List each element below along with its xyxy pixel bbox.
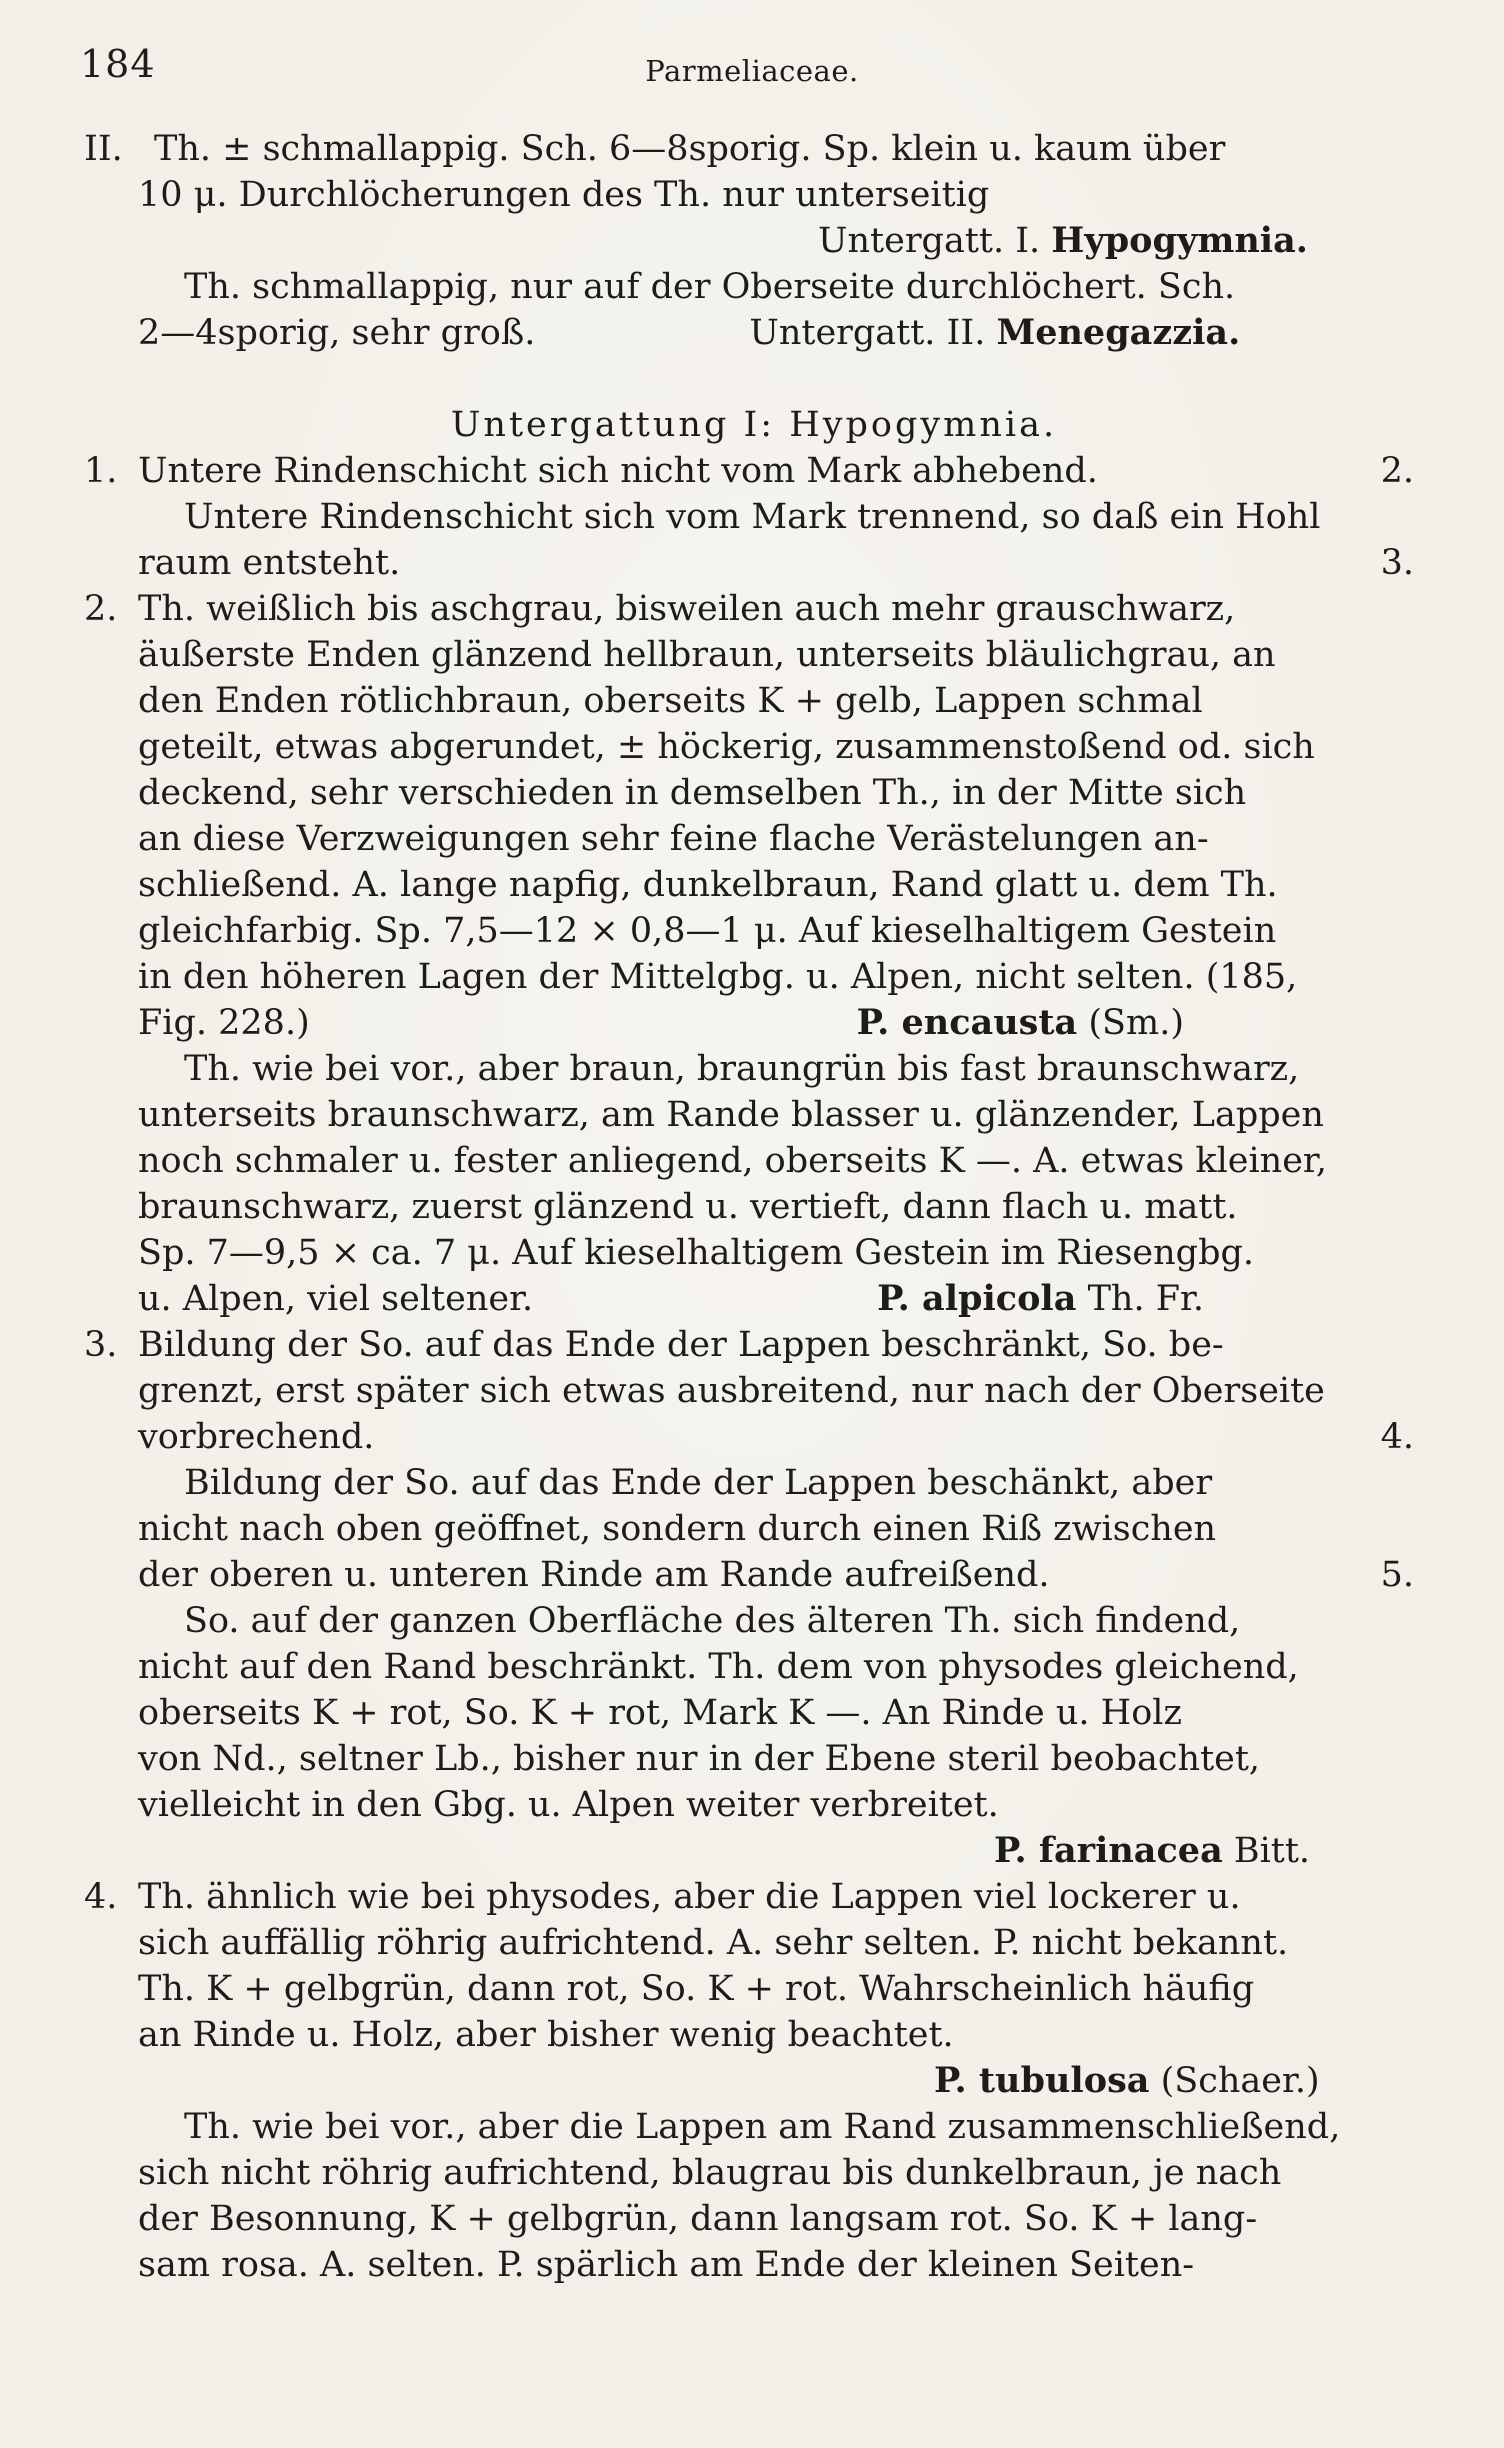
- text-line: [84, 310, 1424, 356]
- text-line: 10 μ. Durchlöcherungen des Th. nur unterseitig: [138, 175, 990, 215]
- taxon-name: P. alpicola: [877, 1278, 1077, 1319]
- line-text: Untergatt. I.: [818, 221, 1041, 261]
- text-line: braunschwarz, zuerst glänzend u. vertieft, dann flach u. matt.: [138, 1187, 1238, 1227]
- text-line: vielleicht in den Gbg. u. Alpen weiter verbreitet.: [138, 1785, 999, 1825]
- key-number: 1.: [84, 451, 118, 491]
- text-line: von Nd., seltner Lb., bisher nur in der Ebene steril beobachtet,: [138, 1739, 1261, 1779]
- author: Th. Fr.: [1087, 1279, 1204, 1319]
- text-line: [84, 218, 1424, 264]
- text-line: schließend. A. lange napfig, dunkelbraun, Rand glatt u. dem Th.: [138, 865, 1278, 905]
- text-line: Th. K + gelbgrün, dann rot, So. K + rot. Wahrscheinlich häufig: [138, 1969, 1255, 2009]
- key-number: 2.: [84, 589, 118, 629]
- author: (Schaer.): [1160, 2061, 1320, 2101]
- line-text: vorbrechend.: [138, 1417, 375, 1457]
- key-number: 4.: [84, 1877, 118, 1917]
- text-line: grenzt, erst später sich etwas ausbreitend, nur nach der Oberseite: [138, 1371, 1325, 1411]
- text-line: oberseits K + rot, So. K + rot, Mark K —. An Rinde u. Holz: [138, 1693, 1182, 1733]
- text-line: sich auffällig röhrig aufrichtend. A. sehr selten. P. nicht bekannt.: [138, 1923, 1289, 1963]
- text-line: gleichfarbig. Sp. 7,5—12 × 0,8—1 μ. Auf kieselhaltigem Gestein: [138, 911, 1277, 951]
- taxon-name: Menegazzia.: [996, 312, 1241, 353]
- line-text: Th. weißlich bis aschgrau, bisweilen auch mehr grauschwarz,: [138, 589, 1236, 629]
- text-line: äußerste Enden glänzend hellbraun, unterseits bläulichgrau, an: [138, 635, 1276, 675]
- text-line: Bildung der So. auf das Ende der Lappen beschänkt, aber: [184, 1463, 1213, 1503]
- page-number: 184: [80, 42, 156, 86]
- text-line: Th. wie bei vor., aber die Lappen am Rand zusammenschließend,: [184, 2107, 1341, 2147]
- page-header: [80, 42, 1424, 102]
- taxon-name: P. farinacea: [994, 1830, 1223, 1871]
- text-line: [84, 1000, 1424, 1046]
- text-line: Sp. 7—9,5 × ca. 7 μ. Auf kieselhaltigem Gestein im Riesengbg.: [138, 1233, 1255, 1273]
- author: Bitt.: [1233, 1831, 1311, 1871]
- author: (Sm.): [1088, 1003, 1184, 1043]
- line-text: der oberen u. unteren Rinde am Rande aufreißend.: [138, 1555, 1050, 1595]
- text-line: [84, 1276, 1424, 1322]
- line-text: Fig. 228.): [138, 1003, 310, 1043]
- text-line: an diese Verzweigungen sehr feine flache Verästelungen an-: [138, 819, 1209, 859]
- key-number: 3.: [84, 1325, 118, 1365]
- line-text: Th. ± schmallappig. Sch. 6—8sporig. Sp. klein u. kaum über: [154, 129, 1226, 169]
- lead-ref: 2.: [1380, 451, 1414, 491]
- line-text: u. Alpen, viel seltener.: [138, 1279, 534, 1319]
- text-line: [84, 540, 1424, 586]
- text-line: den Enden rötlichbraun, oberseits K + gelb, Lappen schmal: [138, 681, 1203, 721]
- text-line: Th. schmallappig, nur auf der Oberseite durchlöchert. Sch.: [184, 267, 1236, 307]
- text-line: unterseits braunschwarz, am Rande blasser u. glänzender, Lappen: [138, 1095, 1324, 1135]
- text-line: nicht nach oben geöffnet, sondern durch einen Riß zwischen: [138, 1509, 1217, 1549]
- taxon-name: Hypogymnia.: [1051, 220, 1308, 261]
- line-text: Th. ähnlich wie bei physodes, aber die Lappen viel lockerer u.: [138, 1877, 1241, 1917]
- text-line: in den höheren Lagen der Mittelgbg. u. Alpen, nicht selten. (185,: [138, 957, 1298, 997]
- key-text: [84, 126, 1424, 2288]
- taxon-name: P. encausta: [856, 1002, 1078, 1043]
- text-line: [84, 1828, 1424, 1874]
- lead-ref: 5.: [1380, 1555, 1414, 1595]
- text-line: nicht auf den Rand beschränkt. Th. dem von physodes gleichend,: [138, 1647, 1299, 1687]
- text-line: sich nicht röhrig aufrichtend, blaugrau bis dunkelbraun, je nach: [138, 2153, 1282, 2193]
- text-line: So. auf der ganzen Oberfläche des älteren Th. sich findend,: [184, 1601, 1241, 1641]
- section-title: Untergattung I: Hypogymnia.: [450, 405, 1058, 445]
- text-line: sam rosa. A. selten. P. spärlich am Ende der kleinen Seiten-: [138, 2245, 1195, 2285]
- text-line: noch schmaler u. fester anliegend, oberseits K —. A. etwas kleiner,: [138, 1141, 1327, 1181]
- line-text: Untere Rindenschicht sich nicht vom Mark abhebend.: [138, 451, 1098, 491]
- key-number: II.: [84, 129, 123, 169]
- text-line: an Rinde u. Holz, aber bisher wenig beachtet.: [138, 2015, 954, 2055]
- running-head: Parmeliaceae.: [645, 54, 859, 88]
- text-line: Untere Rindenschicht sich vom Mark trennend, so daß ein Hohl: [184, 497, 1321, 537]
- taxon-name: P. tubulosa: [934, 2060, 1150, 2101]
- text-line: [84, 1322, 1424, 1368]
- line-text: Bildung der So. auf das Ende der Lappen beschränkt, So. be-: [138, 1325, 1224, 1365]
- text-line: der Besonnung, K + gelbgrün, dann langsam rot. So. K + lang-: [138, 2199, 1258, 2239]
- text-line: [84, 586, 1424, 632]
- text-line: [84, 1874, 1424, 1920]
- text-line: geteilt, etwas abgerundet, ± höckerig, zusammenstoßend od. sich: [138, 727, 1315, 767]
- lead-ref: 3.: [1380, 543, 1414, 583]
- line-text: 2—4sporig, sehr groß.: [138, 313, 536, 353]
- text-line: [84, 1414, 1424, 1460]
- text-line: Th. wie bei vor., aber braun, braungrün bis fast braunschwarz,: [184, 1049, 1300, 1089]
- text-line: [84, 126, 1424, 172]
- text-line: [84, 1552, 1424, 1598]
- lead-ref: 4.: [1380, 1417, 1414, 1457]
- text-line: deckend, sehr verschieden in demselben Th., in der Mitte sich: [138, 773, 1247, 813]
- text-line: [84, 448, 1424, 494]
- line-text: Untergatt. II.: [749, 313, 986, 353]
- text-line: [84, 2058, 1424, 2104]
- line-text: raum entsteht.: [138, 543, 401, 583]
